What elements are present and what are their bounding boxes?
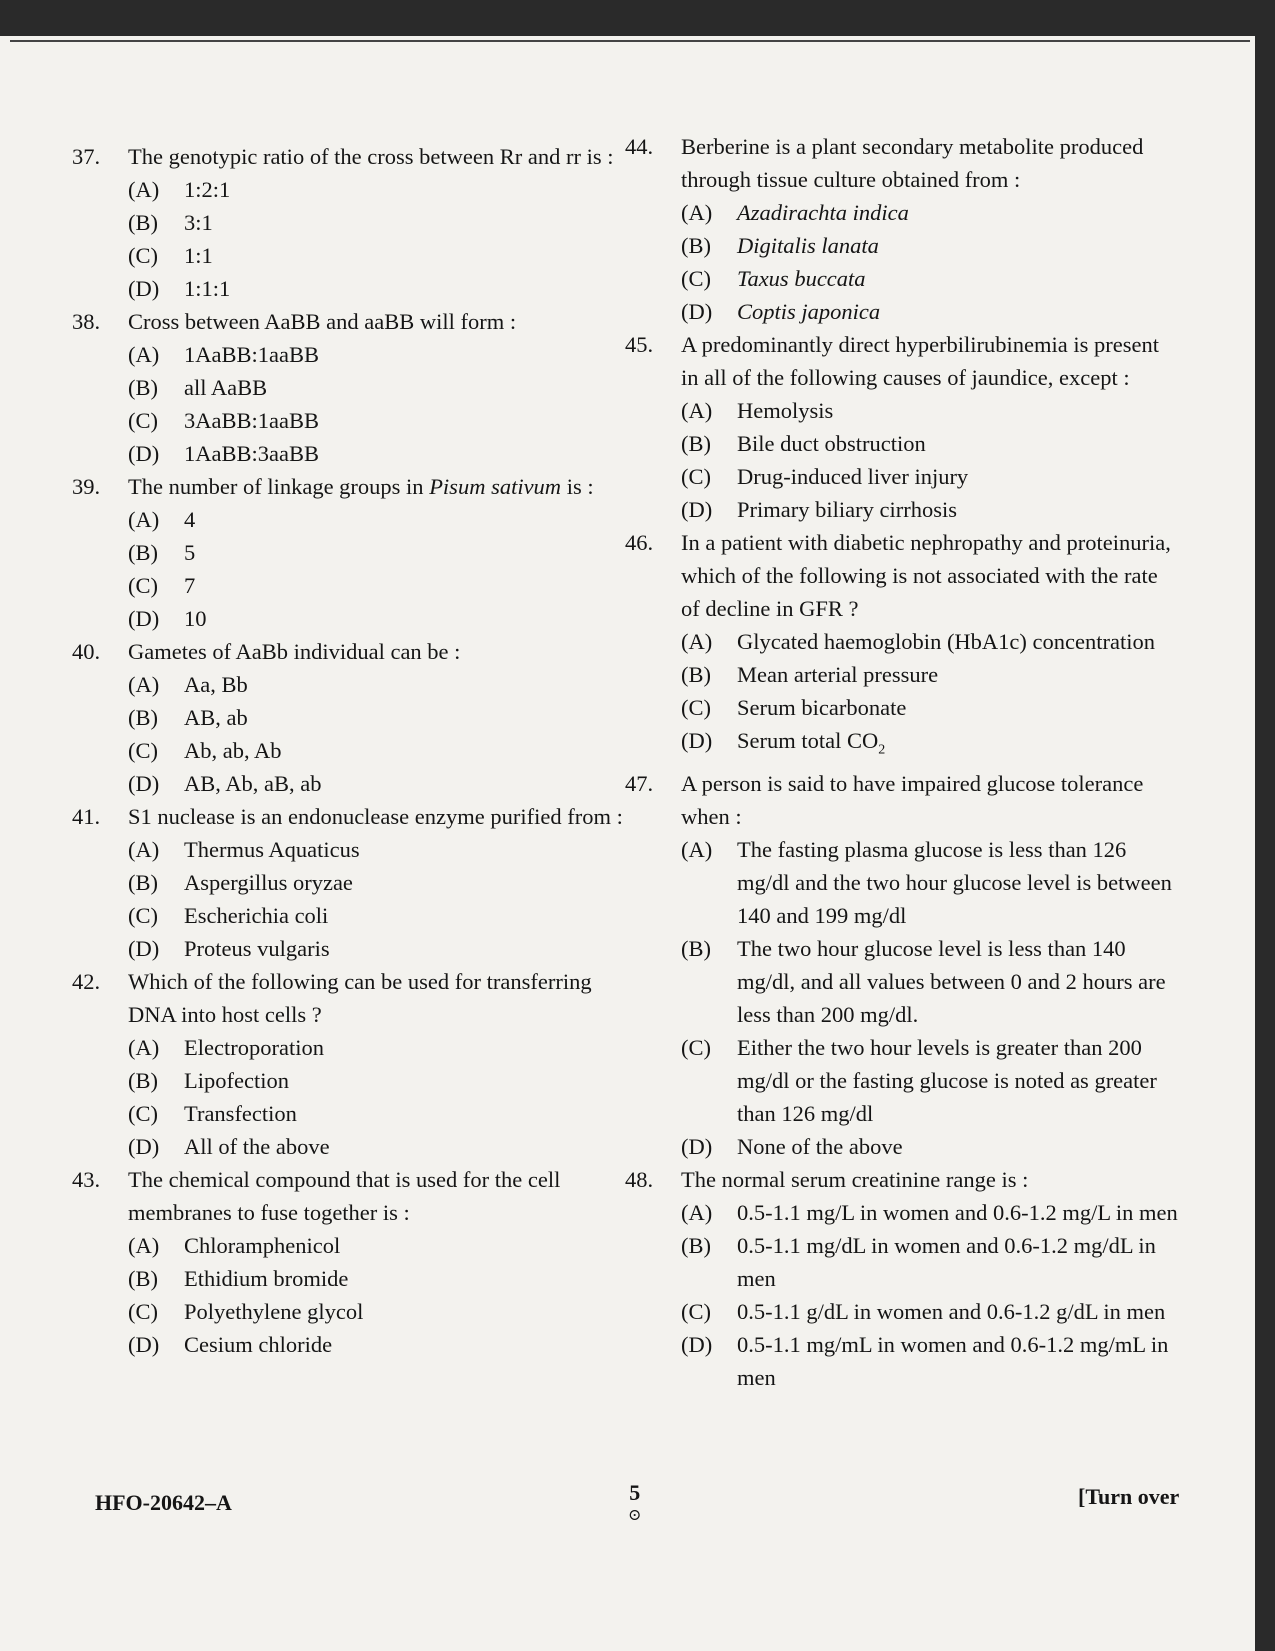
option-item	[681, 691, 1180, 724]
page-number: 5	[629, 1480, 641, 1505]
option-text-value: 1AaBB:3aaBB	[184, 441, 319, 466]
option-label: (D)	[681, 1133, 713, 1159]
option-text	[184, 338, 632, 371]
option-item	[128, 404, 632, 437]
option-subscript: 2	[878, 742, 886, 758]
question-number: 42.	[72, 969, 101, 994]
option-label: (A)	[128, 177, 160, 202]
page-number-block	[628, 1480, 641, 1526]
option-item	[128, 338, 632, 371]
option-text-value: Transfection	[184, 1101, 297, 1126]
option-label: (B)	[128, 1266, 158, 1291]
option-text-value: Ab, ab, Ab	[184, 738, 282, 763]
option-text-value: 1:1:1	[184, 276, 231, 301]
option-item	[128, 1229, 632, 1262]
option-label: (D)	[128, 276, 160, 301]
option-text	[737, 229, 1180, 262]
option-label: (D)	[681, 497, 713, 522]
option-item	[681, 724, 1180, 767]
option-text-value: Escherichia coli	[184, 903, 329, 928]
option-label: (C)	[128, 243, 158, 268]
option-label: (B)	[681, 935, 711, 961]
option-text-value: Serum bicarbonate	[737, 695, 907, 720]
option-text-value: 5	[184, 540, 196, 565]
option-item	[681, 1196, 1180, 1229]
option-text-value: Either the two hour levels is greater than 200 mg/dl or the fasting glucose is noted as greater than 126 mg/dl	[737, 1034, 1157, 1126]
option-item	[128, 1295, 632, 1328]
option-text-value: 3AaBB:1aaBB	[184, 408, 319, 433]
option-item	[681, 493, 1180, 526]
option-text	[737, 724, 1180, 767]
option-label: (A)	[681, 200, 713, 225]
option-label: (A)	[128, 1035, 160, 1060]
question-text: A predominantly direct hyperbilirubinemia is present in all of the following causes of jaundice, except :	[681, 332, 1160, 390]
option-label: (A)	[128, 837, 160, 862]
option-text-value: Chloramphenicol	[184, 1233, 341, 1258]
option-label: (A)	[681, 836, 713, 862]
option-text	[737, 1196, 1180, 1229]
option-text-value: AB, ab	[184, 705, 248, 730]
option-label: (C)	[128, 573, 158, 598]
option-text-value: Glycated haemoglobin (HbA1c) concentration	[737, 629, 1155, 654]
option-text	[184, 866, 632, 899]
option-text	[184, 239, 632, 272]
option-item	[681, 1328, 1180, 1394]
option-item	[681, 658, 1180, 691]
question-number: 41.	[72, 804, 101, 829]
option-text-value: Hemolysis	[737, 398, 834, 423]
question-number: 43.	[72, 1167, 101, 1192]
option-label: (B)	[681, 1232, 711, 1258]
option-text-value: Proteus vulgaris	[184, 936, 330, 961]
option-text-value: 7	[184, 573, 196, 598]
question-text: The genotypic ratio of the cross between Rr and rr is :	[128, 144, 614, 169]
option-item	[128, 668, 632, 701]
question-42	[72, 965, 632, 1031]
question-text: S1 nuclease is an endonuclease enzyme purified from :	[128, 804, 623, 829]
option-label: (B)	[681, 233, 711, 258]
option-text	[184, 932, 632, 965]
question-text: The normal serum creatinine range is :	[681, 1166, 1029, 1192]
option-item	[128, 1130, 632, 1163]
option-label: (C)	[681, 1298, 711, 1324]
option-label: (B)	[128, 1068, 158, 1093]
option-text-value: Taxus buccata	[737, 266, 866, 291]
option-item	[128, 503, 632, 536]
option-label: (A)	[681, 629, 713, 654]
question-text: Berberine is a plant secondary metabolite produced through tissue culture obtained from :	[681, 134, 1144, 192]
option-text-value: 0.5-1.1 mg/mL in women and 0.6-1.2 mg/mL in men	[737, 1331, 1169, 1390]
question-number: 45.	[625, 332, 654, 357]
option-text	[737, 295, 1180, 328]
option-text-value: Primary biliary cirrhosis	[737, 497, 957, 522]
option-text	[737, 394, 1180, 427]
option-text-value: 3:1	[184, 210, 213, 235]
option-text-value: Lipofection	[184, 1068, 289, 1093]
option-label: (B)	[128, 375, 158, 400]
option-item	[681, 1130, 1180, 1163]
option-text	[737, 1328, 1180, 1394]
option-text	[184, 1328, 632, 1361]
option-item	[128, 932, 632, 965]
option-text	[737, 625, 1180, 658]
question-text-italic: Pisum sativum	[429, 474, 562, 499]
option-text	[184, 1229, 632, 1262]
option-text	[184, 272, 632, 305]
option-text-value: Ethidium bromide	[184, 1266, 349, 1291]
option-text	[184, 206, 632, 239]
option-text	[184, 371, 632, 404]
question-text-part: is :	[561, 474, 594, 499]
right-column	[625, 130, 1180, 1394]
option-label: (B)	[681, 662, 711, 687]
question-number: 37.	[72, 144, 101, 169]
option-label: (A)	[128, 1233, 160, 1258]
question-text: The chemical compound that is used for the cell membranes to fuse together is :	[128, 1167, 561, 1225]
option-text	[184, 173, 632, 206]
option-item	[128, 767, 632, 800]
option-text	[184, 899, 632, 932]
option-text	[184, 437, 632, 470]
option-text-value: The two hour glucose level is less than 140 mg/dl, and all values between 0 and 2 hours are less than 200 mg/dl.	[737, 935, 1166, 1027]
option-item	[681, 427, 1180, 460]
option-text-value: all AaBB	[184, 375, 268, 400]
question-48	[625, 1163, 1180, 1196]
option-label: (C)	[681, 464, 711, 489]
option-text	[184, 701, 632, 734]
option-label: (D)	[681, 1331, 713, 1357]
option-label: (D)	[128, 1332, 160, 1357]
option-label: (A)	[681, 398, 713, 423]
option-text	[184, 734, 632, 767]
option-item	[681, 833, 1180, 932]
option-item	[681, 1295, 1180, 1328]
option-item	[128, 1064, 632, 1097]
option-item	[681, 295, 1180, 328]
option-label: (D)	[128, 606, 160, 631]
option-text-value: 10	[184, 606, 207, 631]
option-text	[737, 1229, 1180, 1295]
option-label: (C)	[128, 738, 158, 763]
question-number: 46.	[625, 530, 654, 555]
question-43	[72, 1163, 632, 1229]
question-text-part: The number of linkage groups in	[128, 474, 430, 499]
option-text	[184, 668, 632, 701]
question-number: 40.	[72, 639, 101, 664]
option-text-value: Cesium chloride	[184, 1332, 333, 1357]
option-label: (A)	[128, 672, 160, 697]
question-45	[625, 328, 1180, 394]
option-text-value: 1:1	[184, 243, 213, 268]
question-number: 48.	[625, 1166, 654, 1192]
question-text: Which of the following can be used for transferring DNA into host cells ?	[128, 969, 592, 1027]
option-text	[737, 833, 1180, 932]
left-column	[72, 140, 632, 1361]
option-text	[184, 404, 632, 437]
option-item	[128, 734, 632, 767]
option-label: (A)	[681, 1199, 713, 1225]
option-item	[128, 602, 632, 635]
option-item	[681, 460, 1180, 493]
option-label: (C)	[128, 903, 158, 928]
option-item	[128, 239, 632, 272]
option-item	[128, 206, 632, 239]
option-text	[184, 1031, 632, 1064]
option-item	[128, 371, 632, 404]
question-46	[625, 526, 1180, 625]
option-text-value: Mean arterial pressure	[737, 662, 939, 687]
option-text-value: Electroporation	[184, 1035, 324, 1060]
option-item	[128, 701, 632, 734]
option-item	[681, 625, 1180, 658]
option-text	[184, 1130, 632, 1163]
option-label: (D)	[128, 936, 160, 961]
question-41	[72, 800, 632, 833]
top-rule	[10, 40, 1250, 42]
option-item	[681, 1031, 1180, 1130]
page-mark: ⊙	[628, 1507, 642, 1524]
option-item	[128, 899, 632, 932]
option-text	[184, 1295, 632, 1328]
question-number: 39.	[72, 474, 101, 499]
option-text	[737, 460, 1180, 493]
option-label: (C)	[681, 266, 711, 291]
option-text-value: Aspergillus oryzae	[184, 870, 353, 895]
option-text	[737, 196, 1180, 229]
option-text	[737, 932, 1180, 1031]
option-text	[737, 262, 1180, 295]
option-item	[128, 1097, 632, 1130]
option-label: (B)	[128, 540, 158, 565]
option-item	[681, 1229, 1180, 1295]
option-label: (B)	[128, 210, 158, 235]
option-text-value: 0.5-1.1 g/dL in women and 0.6-1.2 g/dL in men	[737, 1298, 1166, 1324]
option-text-value: All of the above	[184, 1134, 330, 1159]
option-item	[128, 173, 632, 206]
question-44	[625, 130, 1180, 196]
option-text	[737, 1031, 1180, 1130]
option-label: (C)	[128, 408, 158, 433]
question-number: 44.	[625, 134, 654, 159]
question-text: Cross between AaBB and aaBB will form :	[128, 309, 517, 334]
question-text	[128, 470, 632, 503]
question-number: 38.	[72, 309, 101, 334]
option-text-value: 0.5-1.1 mg/L in women and 0.6-1.2 mg/L in men	[737, 1199, 1178, 1225]
option-text-value: The fasting plasma glucose is less than 126 mg/dl and the two hour glucose level is between 140 and 199 mg/dl	[737, 836, 1172, 928]
option-text	[184, 602, 632, 635]
question-text: A person is said to have impaired glucose tolerance when :	[681, 770, 1144, 829]
option-label: (D)	[681, 299, 713, 324]
option-text-value: Serum total CO	[737, 728, 879, 753]
option-text	[737, 1130, 1180, 1163]
option-text-value: Digitalis lanata	[737, 233, 879, 258]
option-text	[737, 691, 1180, 724]
option-label: (A)	[128, 507, 160, 532]
option-label: (B)	[681, 431, 711, 456]
option-text	[184, 767, 632, 800]
option-text-value: AB, Ab, aB, ab	[184, 771, 322, 796]
question-text: In a patient with diabetic nephropathy and proteinuria, which of the following is not associated with the rate of decline in GFR ?	[681, 530, 1171, 621]
option-item	[128, 272, 632, 305]
option-label: (D)	[128, 771, 160, 796]
question-47	[625, 767, 1180, 833]
option-text	[737, 1295, 1180, 1328]
option-text	[184, 1064, 632, 1097]
question-39	[72, 470, 632, 503]
option-label: (C)	[681, 695, 711, 720]
option-text-value: 0.5-1.1 mg/dL in women and 0.6-1.2 mg/dL in men	[737, 1232, 1156, 1291]
option-text-value: Azadirachta indica	[737, 200, 909, 225]
option-label: (D)	[128, 441, 160, 466]
option-text	[184, 1097, 632, 1130]
option-text	[184, 569, 632, 602]
question-text: Gametes of AaBb individual can be :	[128, 639, 461, 664]
option-label: (C)	[128, 1101, 158, 1126]
option-text	[737, 658, 1180, 691]
question-40	[72, 635, 632, 668]
option-label: (C)	[128, 1299, 158, 1324]
option-text	[184, 833, 632, 866]
question-number: 47.	[625, 770, 654, 796]
option-label: (D)	[128, 1134, 160, 1159]
option-item	[128, 866, 632, 899]
turn-over-label: [Turn over	[1078, 1484, 1180, 1509]
option-label: (C)	[681, 1034, 711, 1060]
option-item	[681, 229, 1180, 262]
option-item	[681, 394, 1180, 427]
option-text-value: 4	[184, 507, 196, 532]
question-37	[72, 140, 632, 173]
option-text-value: Drug-induced liver injury	[737, 464, 969, 489]
option-item	[128, 1328, 632, 1361]
option-text-value: Aa, Bb	[184, 672, 248, 697]
option-item	[128, 569, 632, 602]
option-item	[681, 262, 1180, 295]
option-text	[737, 493, 1180, 526]
option-label: (B)	[128, 870, 158, 895]
option-text-value: Coptis japonica	[737, 299, 881, 324]
option-label: (A)	[128, 342, 160, 367]
option-text-value: Thermus Aquaticus	[184, 837, 360, 862]
option-item	[128, 1262, 632, 1295]
option-label: (D)	[681, 728, 713, 753]
option-label: (B)	[128, 705, 158, 730]
option-item	[681, 196, 1180, 229]
option-item	[681, 932, 1180, 1031]
option-item	[128, 536, 632, 569]
option-item	[128, 437, 632, 470]
option-text	[737, 427, 1180, 460]
option-text-value: Bile duct obstruction	[737, 431, 926, 456]
option-item	[128, 1031, 632, 1064]
option-item	[128, 833, 632, 866]
option-text-value: 1AaBB:1aaBB	[184, 342, 319, 367]
option-text	[184, 536, 632, 569]
option-text-value: None of the above	[737, 1133, 903, 1159]
option-text-value: 1:2:1	[184, 177, 231, 202]
option-text-value: Polyethylene glycol	[184, 1299, 364, 1324]
option-text	[184, 503, 632, 536]
question-38	[72, 305, 632, 338]
paper-code: HFO-20642–A	[95, 1490, 232, 1515]
option-text	[184, 1262, 632, 1295]
